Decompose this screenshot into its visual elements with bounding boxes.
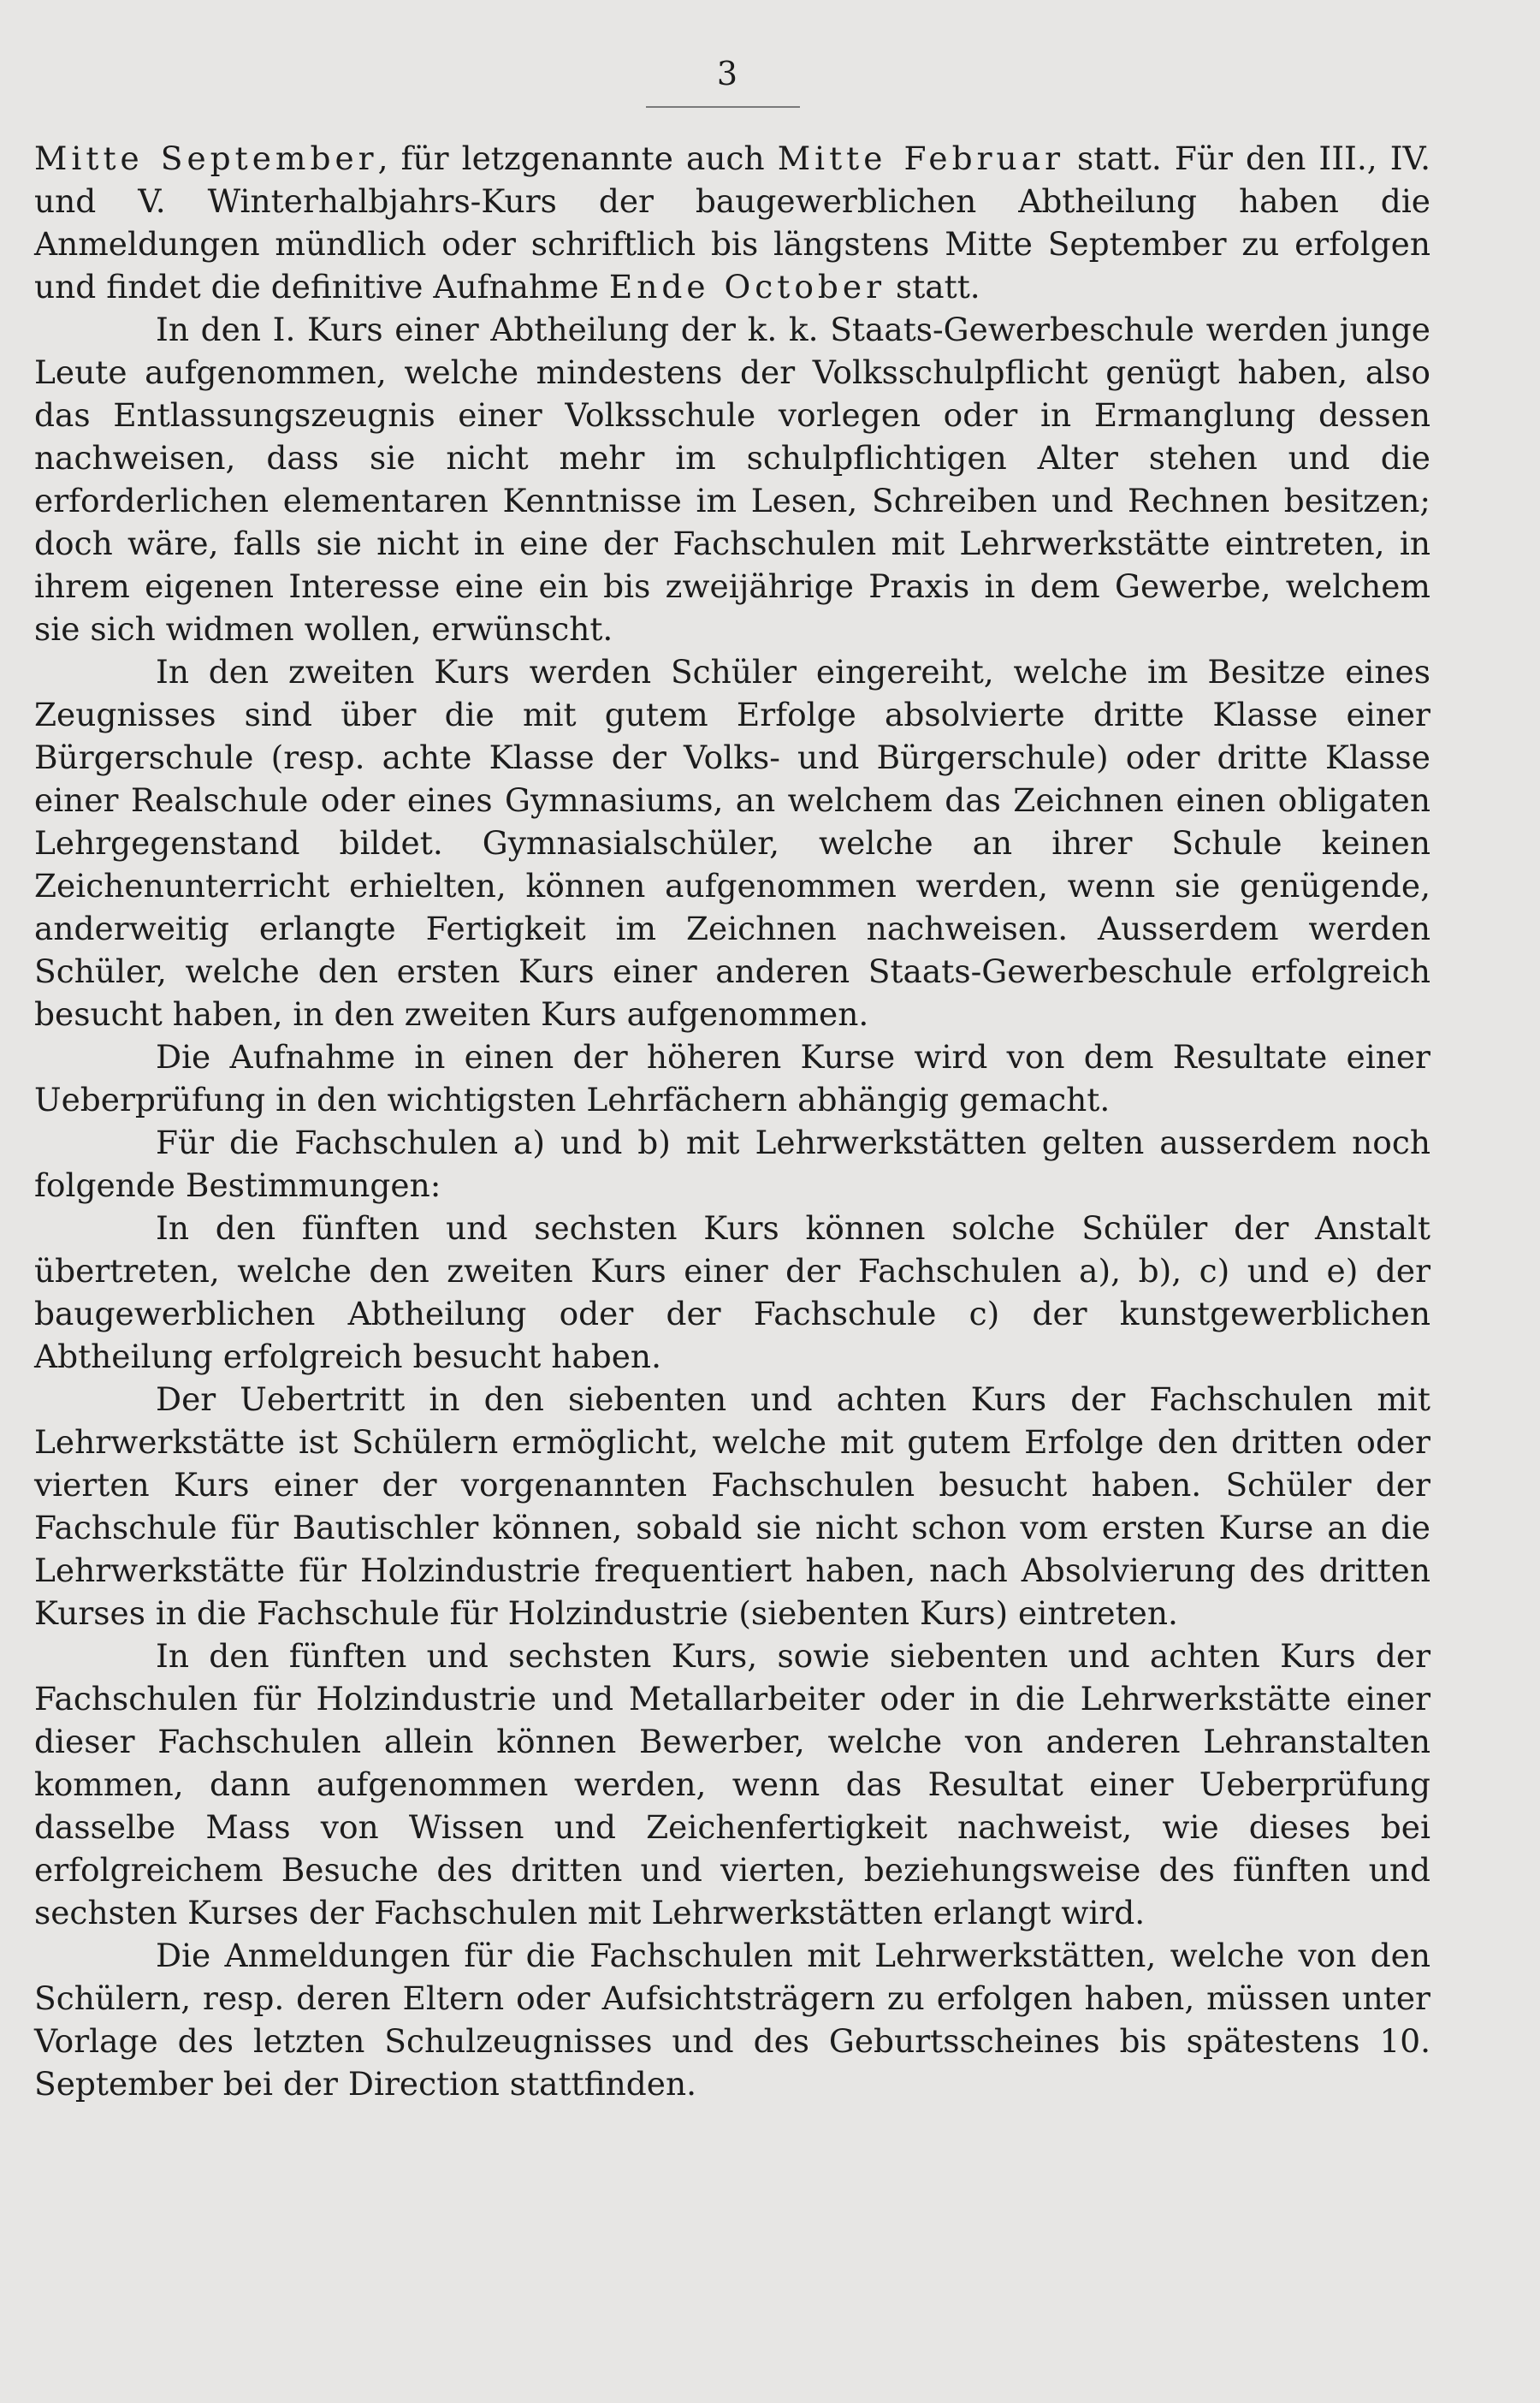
paragraph: [34, 1035, 1430, 1121]
paragraph: [34, 1378, 1430, 1635]
paragraph: [34, 308, 1430, 650]
spaced-emphasis-text: Mitte September: [34, 139, 378, 177]
header-rule: [646, 106, 800, 108]
paragraph-text: In den fünften und sechsten Kurs, sowie siebenten und achten Kurs der Fachschulen für Holzindustrie und Metallarbeiter oder in die Lehrwerkstätte einer dieser Fachschulen allein können Bewerber, welche von anderen Lehranstalten kommen, dann aufgenommen werden, wenn das Resultat einer Ueberprüfung dasselbe Mass von Wissen und Zeichenfertigkeit nachweist, wie dieses bei erfolgreichem Besuche des dritten und vierten, beziehungsweise des fünften und sechsten Kurses der Fachschulen mit Lehrwerkstätten erlangt wird.: [34, 1637, 1430, 1931]
spaced-emphasis-text: Ende October: [608, 268, 886, 306]
paragraph-text: Der Uebertritt in den siebenten und achten Kurs der Fachschulen mit Lehrwerkstätte ist Schülern ermöglicht, welche mit gutem Erfolge den dritten oder vierten Kurs einer der vorgenannten Fachschulen besucht haben. Schüler der Fachschule für Bautischler können, sobald sie nicht schon vom ersten Kurse an die Lehrwerkstätte für Holzindustrie frequentiert haben, nach Absolvierung des dritten Kurses in die Fachschule für Holzindustrie (siebenten Kurs) eintreten.: [34, 1380, 1430, 1632]
paragraph: [34, 1934, 1430, 2105]
paragraph-text: Für die Fachschulen a) und b) mit Lehrwerkstätten gelten ausserdem noch folgende Bestimmungen:: [34, 1124, 1430, 1204]
body-text: [34, 137, 1430, 2105]
paragraph: [34, 137, 1430, 308]
paragraph: [34, 1207, 1430, 1378]
paragraph-text: Die Aufnahme in einen der höheren Kurse wird von dem Resultate einer Ueberprüfung in den wichtigsten Lehrfächern abhängig gemacht.: [34, 1038, 1430, 1118]
spaced-emphasis-text: Mitte Februar: [777, 139, 1064, 177]
paragraph-text: In den fünften und sechsten Kurs können solche Schüler der Anstalt übertreten, welche den zweiten Kurs einer der Fachschulen a), b), c) und e) der baugewerblichen Abtheilung oder der Fachschule c) der kunstgewerblichen Abtheilung erfolgreich besucht haben.: [34, 1209, 1430, 1375]
paragraph-text: statt.: [886, 268, 980, 306]
paragraph-text: Die Anmeldungen für die Fachschulen mit Lehrwerkstätten, welche von den Schülern, resp. deren Eltern oder Aufsichtsträgern zu erfolgen haben, müssen unter Vorlage des letzten Schulzeugnisses und des Geburtsscheines bis spätestens 10. September bei der Direction stattfinden.: [34, 1937, 1430, 2103]
paragraph: [34, 1121, 1430, 1207]
paragraph-text: In den zweiten Kurs werden Schüler eingereiht, welche im Besitze eines Zeugnisses sind über die mit gutem Erfolge absolvierte dritte Klasse einer Bürgerschule (resp. achte Klasse der Volks- und Bürgerschule) oder dritte Klasse einer Realschule oder eines Gymnasiums, an welchem das Zeichnen einen obligaten Lehrgegenstand bildet. Gymnasialschüler, welche an ihrer Schule keinen Zeichenunterricht erhielten, können aufgenommen werden, wenn sie genügende, anderweitig erlangte Fertigkeit im Zeichnen nachweisen. Ausserdem werden Schüler, welche den ersten Kurs einer anderen Staats-Gewerbeschule erfolgreich besucht haben, in den zweiten Kurs aufgenommen.: [34, 653, 1430, 1033]
paragraph: [34, 650, 1430, 1035]
page-number: 3: [716, 55, 738, 92]
paragraph-text: In den I. Kurs einer Abtheilung der k. k. Staats-Gewerbeschule werden junge Leute aufgenommen, welche mindestens der Volksschulpflicht genügt haben, also das Entlassungszeugnis einer Volksschule vorlegen oder in Ermanglung dessen nachweisen, dass sie nicht mehr im schulpflichtigen Alter stehen und die erforderlichen elementaren Kenntnisse im Lesen, Schreiben und Rechnen besitzen; doch wäre, falls sie nicht in eine der Fachschulen mit Lehrwerkstätte eintreten, in ihrem eigenen Interesse eine ein bis zweijährige Praxis in dem Gewerbe, welchem sie sich widmen wollen, erwünscht.: [34, 311, 1430, 648]
paragraph: [34, 1635, 1430, 1934]
paragraph-text: , für letzgenannte auch: [377, 139, 778, 177]
paragraph-text: statt. Für den III., IV. und V. Winterhalbjahrs-Kurs der baugewerblichen Abtheilung haben die Anmeldungen mündlich oder schriftlich bis längstens Mitte September zu erfolgen und findet die definitive Aufnahme: [34, 139, 1430, 306]
